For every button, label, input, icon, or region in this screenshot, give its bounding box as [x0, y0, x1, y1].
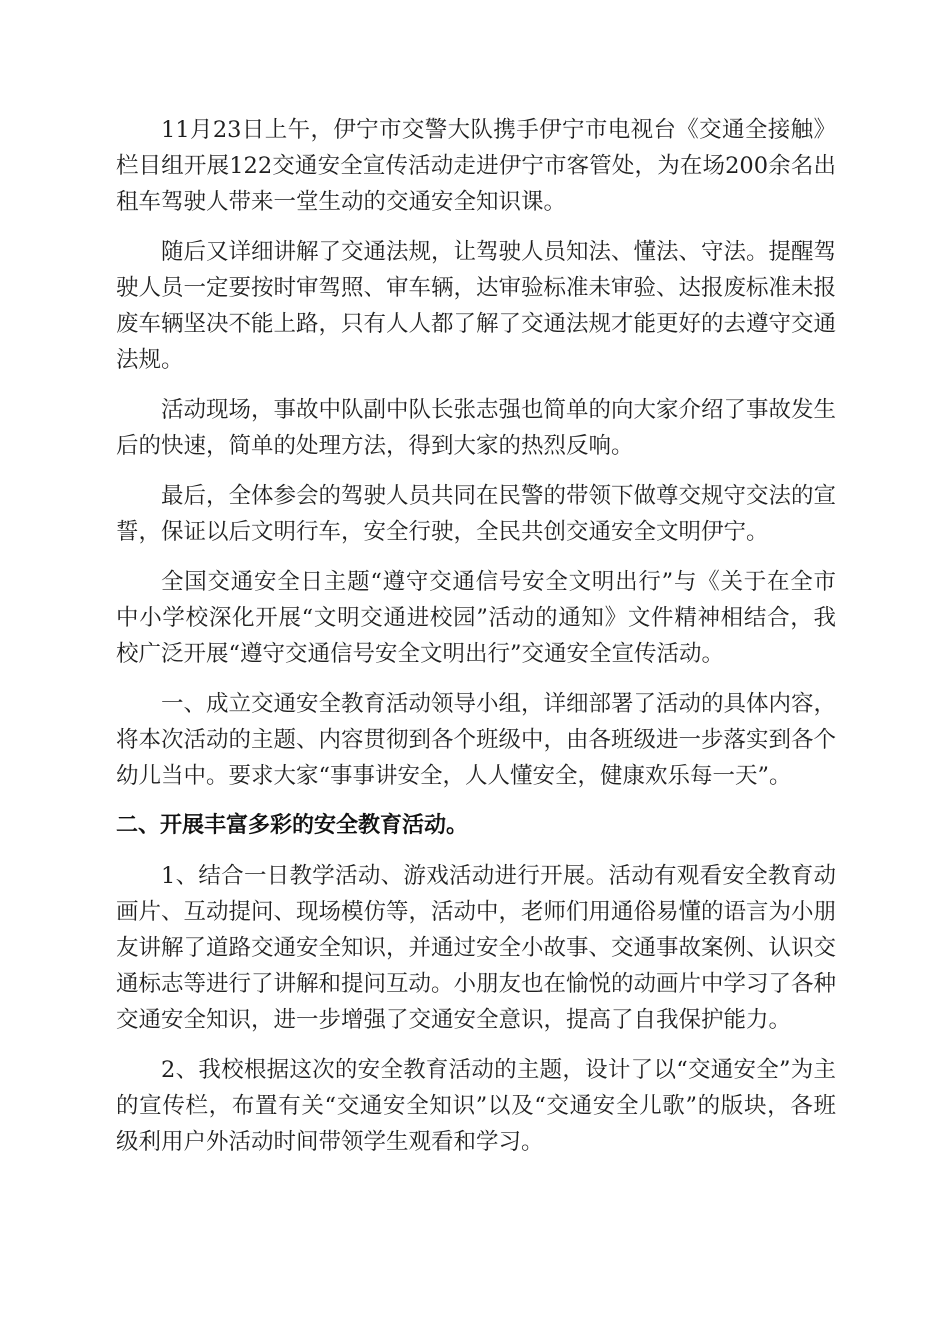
paragraph-teaching-activities: 1、结合一日教学活动、游戏活动进行开展。活动有观看安全教育动画片、互动提问、现场模仿等，活动中，老师们用通俗易懂的语言为小朋友讲解了道路交通安全知识，并通过安全小故事、交通事故案例、认识交通标志等进行了讲解和提问互动。小朋友也在愉悦的动画片中学习了各种交通安全知识，进一步增强了交通安全意识，提高了自我保护能力。 [116, 863, 837, 1033]
paragraph-safety-day-theme: 全国交通安全日主题“遵守交通信号安全文明出行”与《关于在全市中小学校深化开展“文明交通进校园”活动的通知》文件精神相结合，我校广泛开展“遵守交通信号安全文明出行”交通安全宣传活动。 [116, 569, 836, 667]
document-body [116, 112, 836, 1174]
section-heading: 二、开展丰富多彩的安全教育活动。 [116, 813, 469, 838]
paragraph-activity-intro: 11月23日上午，伊宁市交警大队携手伊宁市电视台《交通全接触》栏目组开展122交通安全宣传活动走进伊宁市客管处，为在场200余名出租车驾驶人带来一堂生动的交通安全知识课。 [116, 117, 836, 215]
paragraph-bulletin-board: 2、我校根据这次的安全教育活动的主题，设计了以“交通安全”为主的宣传栏，布置有关“交通安全知识”以及“交通安全儿歌”的版块，各班级利用户外活动时间带领学生观看和学习。 [116, 1057, 836, 1155]
paragraph-accident-handling: 活动现场，事故中队副中队长张志强也简单的向大家介绍了事故发生后的快速，简单的处理方法，得到大家的热烈反响。 [116, 397, 837, 459]
paragraph-oath: 最后，全体参会的驾驶人员共同在民警的带领下做尊交规守交法的宣誓，保证以后文明行车，安全行驶，全民共创交通安全文明伊宁。 [116, 483, 837, 545]
paragraph-traffic-laws: 随后又详细讲解了交通法规，让驾驶人员知法、懂法、守法。提醒驾驶人员一定要按时审驾照、审车辆，达审验标准未审验、达报废标准未报废车辆坚决不能上路，只有人人都了解了交通法规才能更好的去遵守交通法规。 [116, 239, 837, 373]
paragraph-leadership-group: 一、成立交通安全教育活动领导小组，详细部署了活动的具体内容，将本次活动的主题、内容贯彻到各个班级中，由各班级进一步落实到各个幼儿当中。要求大家“事事讲安全，人人懂安全，健康欢乐每一天”。 [116, 691, 837, 789]
